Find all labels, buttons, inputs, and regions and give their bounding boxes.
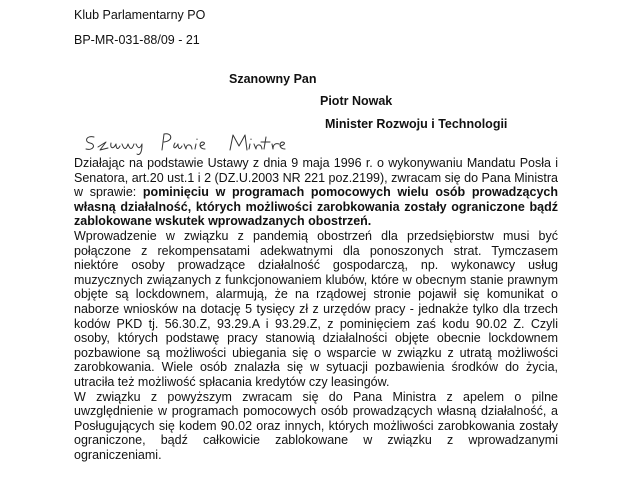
paragraph-intro (74, 156, 558, 229)
salutation-greeting: Szanowny Pan (229, 72, 317, 86)
recipient-name: Piotr Nowak (320, 94, 393, 108)
subject-text: pominięciu w programach pomocowych wielu osób prowadzących własną działalność, których możliwości zarobkowania zostały ograniczone bądź zablokowane wskutek wprowadzanych obostrzeń. (74, 185, 558, 229)
paragraph-context: Wprowadzenie w związku z pandemią obostrzeń dla przedsiębiorstw musi być połączone z rekompensatami adekwatnymi dla ponoszonych strat. Tymczasem niektóre osoby prowadzące działalność gospodarczą, np. wykonawcy usług muzycznych związanych z funkcjonowaniem klubów, które w obecnym stanie prawnym objęte są lockdownem, alarmują, że na rządowej stronie pojawił się komunikat o naborze wniosków na dotację 5 tysięcy zł z urzędów pracy - jednakże tylko dla trzech kodów PKD tj. 56.30.Z, 93.29.A i 93.29.Z, z pominięciem zaś kodu 90.02 Z. Czyli osoby, których podstawę pracy stanowią działalności objęte obecnie lockdownem pozbawione są możliwości ubiegania się o wsparcie w związku z utratą możliwości zarobkowania. Wiele osób znalazła się w sytuacji pozbawienia środków do życia, utraciła też możliwość spłacania kredytów czy leasingów. (74, 228, 558, 389)
document-reference: BP-MR-031-88/09 - 21 (74, 33, 200, 47)
handwritten-greeting (80, 128, 290, 158)
letter-body (74, 156, 558, 462)
recipient-title: Minister Rozwoju i Technologii (325, 117, 508, 131)
club-name: Klub Parlamentarny PO (74, 8, 206, 22)
intro-text: Działając na podstawie Ustawy z dnia 9 maja 1996 r. o wykonywaniu Mandatu Posła i Senatora, art.20 ust.1 i 2 (DZ.U.2003 NR 221 poz.2199), zwracam się do Pana Ministra w sprawie: (74, 156, 558, 200)
paragraph-request: W związku z powyższym zwracam się do Pana Ministra z apelem o pilne uwzględnienie w programach pomocowych osób prowadzących własną działalność, a Posługujących się kodem 90.02 oraz innych, których możliwości zarobkowania zostały ograniczone, bądź całkowicie zablokowane w związku z wprowadzanymi ograniczeniami. (74, 389, 558, 462)
